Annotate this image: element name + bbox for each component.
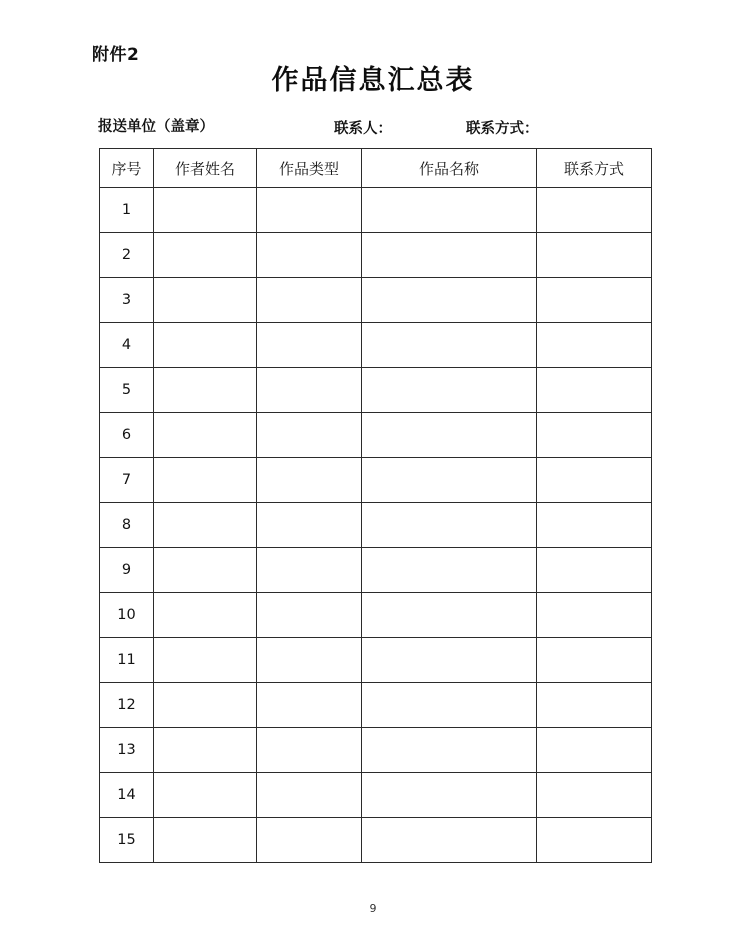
cell-contact[interactable] [537, 773, 652, 818]
cell-author[interactable] [154, 818, 257, 863]
cell-name[interactable] [362, 728, 537, 773]
cell-type[interactable] [257, 593, 362, 638]
cell-author[interactable] [154, 773, 257, 818]
cell-name[interactable] [362, 683, 537, 728]
cell-name[interactable] [362, 278, 537, 323]
cell-type[interactable] [257, 233, 362, 278]
cell-author[interactable] [154, 683, 257, 728]
cell-type[interactable] [257, 368, 362, 413]
cell-contact[interactable] [537, 188, 652, 233]
cell-seq: 6 [100, 413, 154, 458]
cell-name[interactable] [362, 188, 537, 233]
cell-name[interactable] [362, 593, 537, 638]
table-row [100, 278, 652, 323]
cell-author[interactable] [154, 278, 257, 323]
cell-name[interactable] [362, 413, 537, 458]
cell-contact[interactable] [537, 638, 652, 683]
cell-seq: 14 [100, 773, 154, 818]
table-row [100, 188, 652, 233]
contact-method-label: 联系方式： [466, 121, 539, 137]
cell-author[interactable] [154, 503, 257, 548]
cell-seq: 11 [100, 638, 154, 683]
cell-contact[interactable] [537, 728, 652, 773]
table-row [100, 638, 652, 683]
cell-seq: 2 [100, 233, 154, 278]
cell-contact[interactable] [537, 503, 652, 548]
cell-author[interactable] [154, 188, 257, 233]
cell-contact[interactable] [537, 593, 652, 638]
table-row [100, 503, 652, 548]
cell-type[interactable] [257, 503, 362, 548]
cell-contact[interactable] [537, 683, 652, 728]
table-row [100, 323, 652, 368]
table-row [100, 593, 652, 638]
cell-author[interactable] [154, 233, 257, 278]
cell-type[interactable] [257, 638, 362, 683]
attachment-label: 附件2 [92, 45, 140, 65]
cell-name[interactable] [362, 638, 537, 683]
cell-seq: 9 [100, 548, 154, 593]
table-row [100, 458, 652, 503]
cell-contact[interactable] [537, 368, 652, 413]
cell-seq: 4 [100, 323, 154, 368]
cell-name[interactable] [362, 323, 537, 368]
cell-name[interactable] [362, 548, 537, 593]
cell-type[interactable] [257, 773, 362, 818]
cell-author[interactable] [154, 548, 257, 593]
cell-name[interactable] [362, 368, 537, 413]
meta-row [98, 115, 652, 137]
cell-name[interactable] [362, 818, 537, 863]
cell-type[interactable] [257, 278, 362, 323]
submitting-unit-label: 报送单位（盖章） [98, 119, 214, 135]
cell-contact[interactable] [537, 323, 652, 368]
works-info-table [99, 148, 652, 863]
cell-type[interactable] [257, 683, 362, 728]
cell-author[interactable] [154, 638, 257, 683]
cell-author[interactable] [154, 323, 257, 368]
cell-author[interactable] [154, 413, 257, 458]
table-row [100, 683, 652, 728]
cell-seq: 13 [100, 728, 154, 773]
column-header-type: 作品类型 [257, 149, 362, 188]
cell-author[interactable] [154, 728, 257, 773]
cell-contact[interactable] [537, 818, 652, 863]
cell-contact[interactable] [537, 233, 652, 278]
cell-type[interactable] [257, 818, 362, 863]
cell-contact[interactable] [537, 548, 652, 593]
cell-contact[interactable] [537, 413, 652, 458]
table-row [100, 548, 652, 593]
table-row [100, 773, 652, 818]
cell-name[interactable] [362, 773, 537, 818]
table-header-row [100, 149, 652, 188]
cell-seq: 1 [100, 188, 154, 233]
page-number: 9 [369, 902, 377, 915]
column-header-contact: 联系方式 [537, 149, 652, 188]
cell-type[interactable] [257, 728, 362, 773]
cell-seq: 5 [100, 368, 154, 413]
cell-contact[interactable] [537, 458, 652, 503]
cell-seq: 12 [100, 683, 154, 728]
cell-seq: 10 [100, 593, 154, 638]
table-row [100, 818, 652, 863]
cell-name[interactable] [362, 458, 537, 503]
cell-type[interactable] [257, 458, 362, 503]
cell-contact[interactable] [537, 278, 652, 323]
cell-name[interactable] [362, 503, 537, 548]
column-header-author: 作者姓名 [154, 149, 257, 188]
column-header-name: 作品名称 [362, 149, 537, 188]
cell-seq: 8 [100, 503, 154, 548]
cell-type[interactable] [257, 323, 362, 368]
cell-type[interactable] [257, 413, 362, 458]
page-title: 作品信息汇总表 [271, 65, 475, 96]
cell-seq: 15 [100, 818, 154, 863]
cell-seq: 7 [100, 458, 154, 503]
table-row [100, 233, 652, 278]
cell-author[interactable] [154, 593, 257, 638]
table-row [100, 728, 652, 773]
cell-author[interactable] [154, 368, 257, 413]
cell-name[interactable] [362, 233, 537, 278]
table-row [100, 413, 652, 458]
cell-author[interactable] [154, 458, 257, 503]
table-row [100, 368, 652, 413]
cell-type[interactable] [257, 188, 362, 233]
column-header-seq: 序号 [100, 149, 154, 188]
contact-person-label: 联系人： [334, 121, 392, 137]
cell-type[interactable] [257, 548, 362, 593]
cell-seq: 3 [100, 278, 154, 323]
